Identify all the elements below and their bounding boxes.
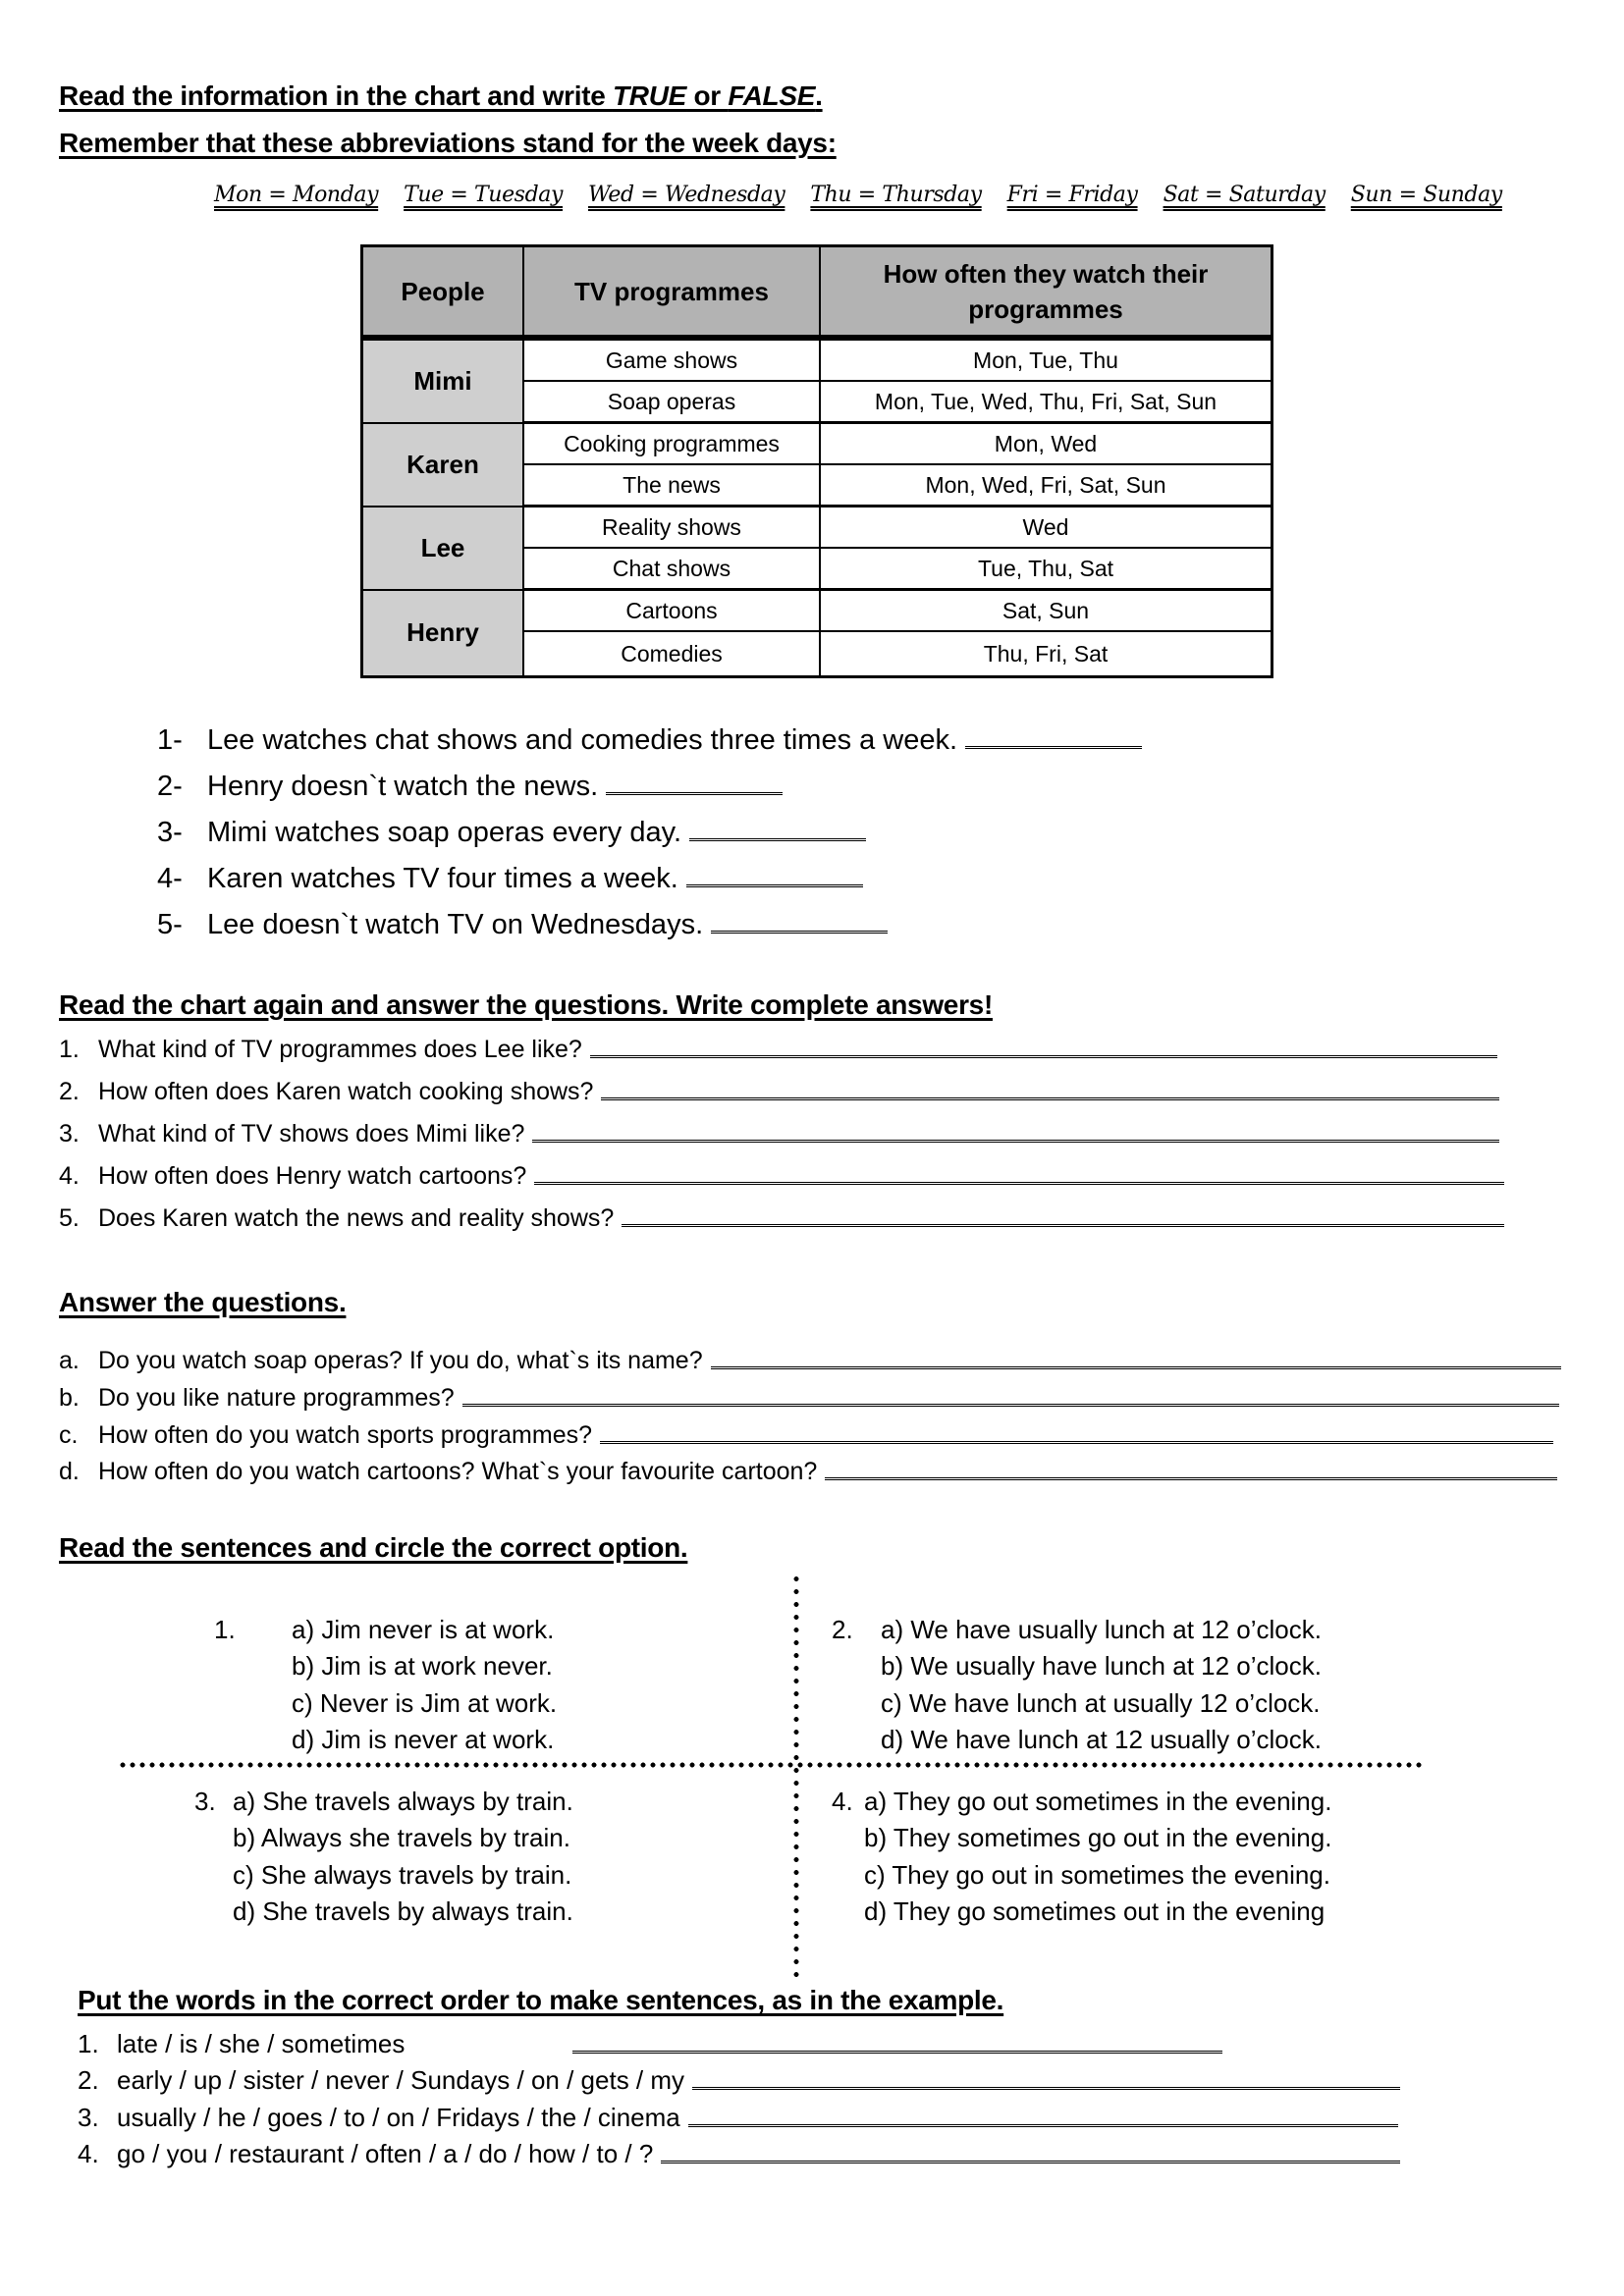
chart-question-2 <box>59 1078 1499 1106</box>
answer-line[interactable] <box>534 1182 1504 1185</box>
scrambled-words: usually / he / goes / to / on / Fridays / the / cinema <box>117 2103 680 2132</box>
answer-blank[interactable] <box>606 792 783 795</box>
abbrev-sat: Sat = Saturday <box>1163 183 1326 207</box>
days-cell: Wed <box>820 507 1272 549</box>
programme-cell: Soap operas <box>523 381 820 423</box>
section-circle-option-title: Read the sentences and circle the correct option. <box>59 1532 688 1563</box>
question-text: How often does Karen watch cooking shows? <box>98 1078 594 1105</box>
table-row <box>362 590 1272 632</box>
abbreviation-instruction: Remember that these abbreviations stand for the week days: <box>59 128 837 158</box>
question-text: How often do you watch cartoons? What`s your favourite cartoon? <box>98 1458 818 1485</box>
answer-line[interactable] <box>711 1366 1561 1369</box>
vertical-dotted-divider <box>793 1573 799 1980</box>
personal-question-c <box>59 1421 1553 1450</box>
table-header-row <box>362 246 1272 339</box>
option-a[interactable]: a) She travels always by train. <box>233 1787 573 1816</box>
true-false-item-3 <box>157 817 866 849</box>
abbrev-tue: Tue = Tuesday <box>404 183 564 207</box>
question-text: What kind of TV programmes does Lee like? <box>98 1036 582 1063</box>
option-c[interactable]: c) We have lunch at usually 12 o’clock. <box>881 1688 1321 1718</box>
personal-question-a <box>59 1347 1561 1375</box>
programme-cell: Game shows <box>523 338 820 381</box>
instruction-text: Read the information in the chart and write <box>59 80 613 111</box>
weekday-abbreviations <box>214 183 1502 207</box>
answer-blank[interactable] <box>689 838 866 841</box>
option-a[interactable]: a) They go out sometimes in the evening. <box>864 1787 1332 1816</box>
exercise-number: 1. <box>214 1615 236 1644</box>
section-answer-questions-title: Answer the questions. <box>59 1287 347 1317</box>
option-a[interactable]: a) Jim never is at work. <box>292 1615 555 1644</box>
item-number: 2- <box>157 771 183 802</box>
header-how-often: How often they watch their programmes <box>820 246 1272 339</box>
answer-line[interactable] <box>692 2087 1400 2090</box>
option-a[interactable]: a) We have usually lunch at 12 o’clock. <box>881 1615 1322 1644</box>
days-cell: Mon, Wed, Fri, Sat, Sun <box>820 464 1272 507</box>
answer-line[interactable] <box>661 2161 1400 2163</box>
header-people: People <box>362 246 524 339</box>
question-text: Do you watch soap operas? If you do, what`s its name? <box>98 1347 703 1374</box>
section-chart-questions-title: Read the chart again and answer the questions. Write complete answers! <box>59 989 993 1020</box>
option-d[interactable]: d) We have lunch at 12 usually o’clock. <box>881 1725 1322 1754</box>
item-number: b. <box>59 1384 80 1412</box>
abbrev-mon: Mon = Monday <box>214 183 379 207</box>
days-cell: Sat, Sun <box>820 590 1272 632</box>
table-row <box>362 423 1272 465</box>
item-number: 3. <box>59 1120 80 1148</box>
option-d[interactable]: d) They go sometimes out in the evening <box>864 1896 1326 1926</box>
item-number: 4. <box>59 1162 80 1190</box>
item-number: 3- <box>157 817 183 848</box>
true-keyword: TRUE <box>612 80 687 111</box>
statement-text: Lee doesn`t watch TV on Wednesdays. <box>207 909 704 940</box>
word-order-item-4 <box>78 2139 1400 2169</box>
option-b[interactable]: b) They sometimes go out in the evening. <box>864 1823 1332 1852</box>
answer-line[interactable] <box>572 2051 1222 2054</box>
days-cell: Tue, Thu, Sat <box>820 548 1272 590</box>
item-number: 2. <box>59 1078 80 1105</box>
programme-cell: Cartoons <box>523 590 820 632</box>
true-false-item-4 <box>157 863 863 895</box>
person-cell: Karen <box>362 423 524 507</box>
days-cell: Mon, Tue, Wed, Thu, Fri, Sat, Sun <box>820 381 1272 423</box>
days-cell: Mon, Tue, Thu <box>820 338 1272 381</box>
tv-chart-table <box>360 244 1273 678</box>
chart-question-5 <box>59 1204 1504 1233</box>
table-row <box>362 507 1272 549</box>
programme-cell: Comedies <box>523 631 820 677</box>
option-c[interactable]: c) They go out in sometimes the evening. <box>864 1860 1330 1890</box>
option-c[interactable]: c) She always travels by train. <box>233 1860 572 1890</box>
chart-question-1 <box>59 1036 1497 1064</box>
option-d[interactable]: d) She travels by always train. <box>233 1896 573 1926</box>
horizontal-dotted-divider <box>118 1762 1422 1768</box>
question-text: Do you like nature programmes? <box>98 1384 455 1412</box>
programme-cell: The news <box>523 464 820 507</box>
answer-blank[interactable] <box>686 884 863 887</box>
answer-line[interactable] <box>688 2124 1398 2127</box>
person-cell: Henry <box>362 590 524 677</box>
abbrev-thu: Thu = Thursday <box>810 183 982 207</box>
exercise-number: 2. <box>832 1615 853 1644</box>
days-cell: Mon, Wed <box>820 423 1272 465</box>
scrambled-words: late / is / she / sometimes <box>117 2029 406 2058</box>
item-number: 4. <box>78 2139 99 2168</box>
option-c[interactable]: c) Never is Jim at work. <box>292 1688 558 1718</box>
answer-line[interactable] <box>622 1224 1504 1227</box>
abbrev-wed: Wed = Wednesday <box>588 183 785 207</box>
question-text: What kind of TV shows does Mimi like? <box>98 1120 525 1148</box>
days-cell: Thu, Fri, Sat <box>820 631 1272 677</box>
statement-text: Karen watches TV four times a week. <box>207 863 678 894</box>
option-b[interactable]: b) Always she travels by train. <box>233 1823 570 1852</box>
item-number: a. <box>59 1347 80 1374</box>
exercise-number: 3. <box>194 1787 216 1816</box>
statement-text: Lee watches chat shows and comedies three times a week. <box>207 724 958 756</box>
programme-cell: Reality shows <box>523 507 820 549</box>
programme-cell: Chat shows <box>523 548 820 590</box>
scrambled-words: go / you / restaurant / often / a / do / how / to / ? <box>117 2139 654 2168</box>
scrambled-words: early / up / sister / never / Sundays / on / gets / my <box>117 2065 685 2095</box>
answer-line[interactable] <box>825 1477 1557 1480</box>
true-false-item-5 <box>157 909 888 941</box>
answer-line[interactable] <box>532 1140 1499 1143</box>
answer-line[interactable] <box>462 1404 1559 1407</box>
question-text: How often does Henry watch cartoons? <box>98 1162 527 1190</box>
statement-text: Henry doesn`t watch the news. <box>207 771 599 802</box>
or-text: or <box>686 80 729 111</box>
item-number: 3. <box>78 2103 99 2132</box>
exercise-number: 4. <box>832 1787 853 1816</box>
item-number: 1- <box>157 724 183 756</box>
true-false-item-2 <box>157 771 783 803</box>
true-false-item-1 <box>157 724 1142 757</box>
abbrev-sun: Sun = Sunday <box>1350 183 1502 207</box>
statement-text: Mimi watches soap operas every day. <box>207 817 682 848</box>
word-order-item-2 <box>78 2065 1400 2096</box>
section-word-order-title: Put the words in the correct order to make sentences, as in the example. <box>78 1985 1004 2015</box>
option-b[interactable]: b) We usually have lunch at 12 o’clock. <box>881 1651 1322 1681</box>
false-keyword: FALSE <box>728 80 816 111</box>
instruction-true-false <box>59 80 823 112</box>
word-order-item-1 <box>78 2029 1222 2059</box>
table-row <box>362 338 1272 381</box>
option-b[interactable]: b) Jim is at work never. <box>292 1651 553 1681</box>
item-number: 4- <box>157 863 183 894</box>
person-cell: Mimi <box>362 338 524 423</box>
item-number: 5. <box>59 1204 80 1232</box>
personal-question-d <box>59 1458 1557 1486</box>
period: . <box>815 80 823 111</box>
answer-line[interactable] <box>601 1097 1499 1100</box>
programme-cell: Cooking programmes <box>523 423 820 465</box>
personal-question-b <box>59 1384 1559 1413</box>
answer-line[interactable] <box>590 1055 1497 1058</box>
answer-line[interactable] <box>600 1441 1553 1444</box>
option-d[interactable]: d) Jim is never at work. <box>292 1725 555 1754</box>
chart-question-3 <box>59 1120 1499 1148</box>
question-text: How often do you watch sports programmes? <box>98 1421 593 1449</box>
answer-blank[interactable] <box>965 746 1142 749</box>
person-cell: Lee <box>362 507 524 590</box>
chart-question-4 <box>59 1162 1504 1191</box>
item-number: 1. <box>59 1036 80 1063</box>
abbrev-fri: Fri = Friday <box>1006 183 1138 207</box>
answer-blank[interactable] <box>711 931 888 934</box>
question-text: Does Karen watch the news and reality shows? <box>98 1204 615 1232</box>
header-tv-programmes: TV programmes <box>523 246 820 339</box>
item-number: 1. <box>78 2029 99 2058</box>
item-number: 5- <box>157 909 183 940</box>
word-order-item-3 <box>78 2103 1398 2133</box>
item-number: d. <box>59 1458 80 1485</box>
item-number: 2. <box>78 2065 99 2095</box>
item-number: c. <box>59 1421 79 1449</box>
